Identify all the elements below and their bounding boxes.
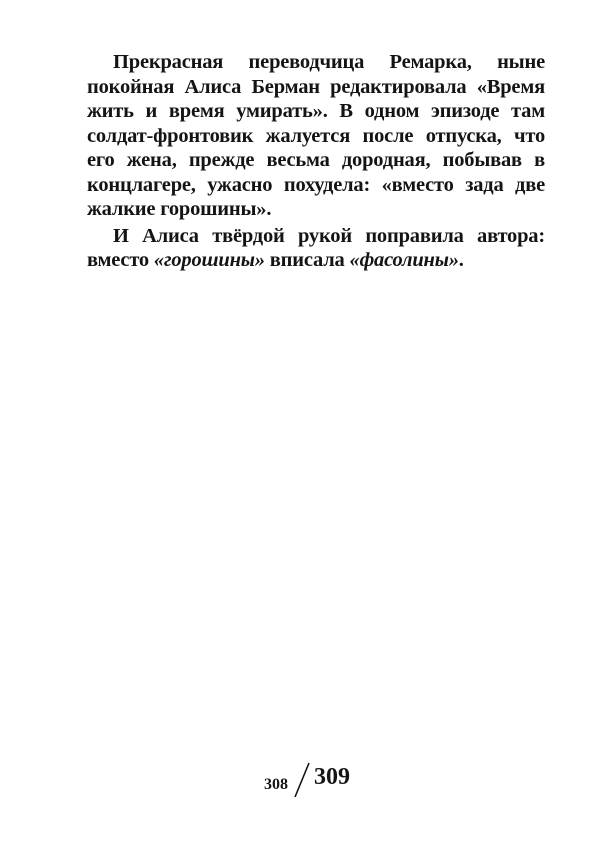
paragraph-2 — [87, 224, 545, 273]
paragraph-2-text-middle: вписала — [264, 249, 350, 271]
italic-word-goroshiny: «горошины» — [153, 249, 265, 271]
paragraph-1 — [87, 50, 545, 222]
page-number-right: 309 — [314, 764, 350, 790]
paragraph-2-text-start: И Алиса твёрдой рукой поправила автора: вместо — [87, 224, 545, 271]
paragraph-1-text: Прекрасная переводчица Ремарка, ныне покойная Алиса Берман редактировала «Время жить и время умирать». В одном эпизоде там солдат-фронтовик жалуется после отпуска, что его жена, прежде весьма дородная, побывав в концлагере, ужасно похудела: «вместо зада две жалкие горошины». — [87, 51, 545, 220]
folio-slash-divider — [292, 762, 312, 798]
body-text — [87, 50, 545, 273]
paragraph-2-text-end: . — [458, 249, 464, 271]
page-folio — [264, 764, 364, 804]
page-number-left: 308 — [264, 776, 288, 793]
italic-word-fasoliny: «фасолины» — [349, 249, 459, 271]
